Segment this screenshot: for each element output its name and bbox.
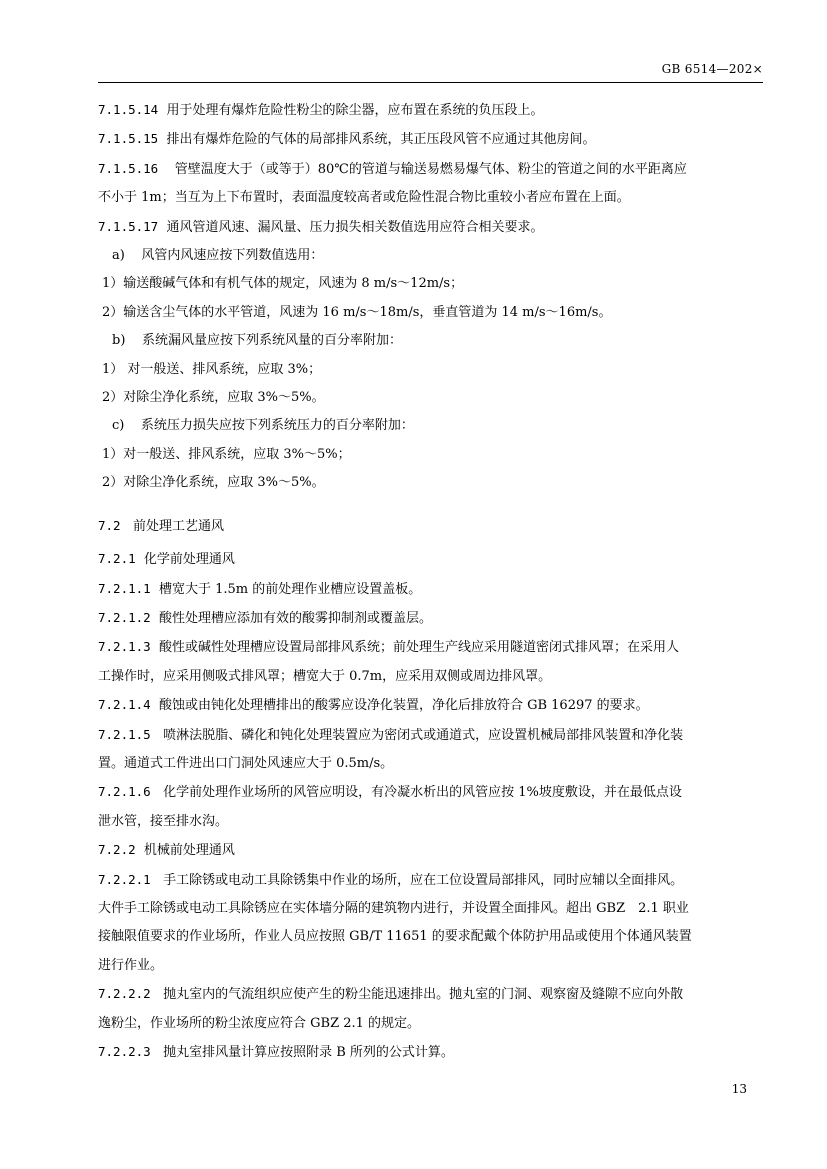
section-heading-7-2-2 <box>98 836 752 865</box>
clause-number: 7.1.5.16 <box>98 160 159 176</box>
clause-number: 7.2.2.2 <box>98 986 151 1002</box>
clause-number: 7.2.1.5 <box>98 726 151 742</box>
clause-text: 手工除锈或电动工具除锈集中作业的场所，应在工位设置局部排风，同时应辅以全面排风。 <box>163 872 684 888</box>
clause-text: 化学前处理作业场所的风管应明设，有冷凝水析出的风管应按 1%坡度敷设，并在最低点设 <box>163 785 682 801</box>
item-text: 系统压力损失应按下列系统压力的百分率附加： <box>140 418 414 434</box>
section-heading-7-2 <box>98 512 752 541</box>
clause-number: 7.1.5.14 <box>98 102 159 117</box>
clause-number: 7.2.1.6 <box>98 784 151 800</box>
clause-number: 7.1.5.17 <box>98 218 159 234</box>
clause-text: 排出有爆炸危险的气体的局部排风系统，其正压段风管不应通过其他房间。 <box>166 132 596 148</box>
clause-continuation: 逸粉尘，作业场所的粉尘浓度应符合 GBZ 2.1 的规定。 <box>98 1015 421 1031</box>
sub-item: 1）对一般送、排风系统，应取 3%～5%； <box>102 446 351 462</box>
section-heading-7-2-1 <box>98 545 752 574</box>
clause-number: 7.2.2.1 <box>98 871 151 887</box>
clause-continuation: 泄水管，接至排水沟。 <box>98 813 229 829</box>
clause-7-2-1-5 <box>98 721 752 750</box>
clause-text: 抛丸室排风量计算应按照附录 B 所列的公式计算。 <box>163 1045 454 1060</box>
clause-7-1-5-17 <box>98 213 752 242</box>
clause-number: 7.2.1.3 <box>98 639 151 655</box>
clause-7-1-5-16 <box>98 155 752 184</box>
item-marker: c) <box>112 418 125 434</box>
item-marker: b) <box>112 333 126 349</box>
clause-number: 7.2.1.4 <box>98 697 151 713</box>
clause-7-2-1-4 <box>98 691 752 720</box>
clause-7-1-5-14 <box>98 96 752 125</box>
clause-text: 抛丸室内的气流组织应使产生的粉尘能迅速排出。抛丸室的门洞、观察窗及缝隙不应向外散 <box>163 987 684 1003</box>
clause-number: 7.1.5.15 <box>98 131 159 147</box>
standard-header: GB 6514—202× <box>661 62 763 76</box>
clause-text: 通风管道风速、漏风量、压力损失相关数值选用应符合相关要求。 <box>166 219 544 235</box>
clause-text: 槽宽大于 1.5m 的前处理作业槽应设置盖板。 <box>158 581 422 597</box>
clause-continuation: 接触限值要求的作业场所，作业人员应按照 GB/T 11651 的要求配戴个体防护用品或使用个体通风装置 <box>98 929 692 945</box>
clause-continuation: 工操作时，应采用侧吸式排风罩；槽宽大于 0.7m，应采用双侧或周边排风罩。 <box>98 668 552 684</box>
clause-7-2-2-1 <box>98 866 752 895</box>
clause-7-2-1-2 <box>98 604 752 633</box>
list-item-b <box>98 327 752 355</box>
clause-7-2-2-3 <box>98 1038 752 1067</box>
clause-number: 7.2.2.3 <box>98 1044 151 1059</box>
clause-7-2-2-2 <box>98 980 752 1009</box>
sub-item: 1） 对一般送、排风系统，应取 3%； <box>102 361 322 377</box>
document-body <box>98 96 752 1067</box>
section-number: 7.2.2 <box>98 842 136 858</box>
sub-item: 1）输送酸碱气体和有机气体的规定，风速为 8 m/s～12m/s； <box>102 276 464 292</box>
header-rule <box>98 82 763 83</box>
section-title: 化学前处理通风 <box>143 552 235 568</box>
clause-7-2-1-1 <box>98 575 752 604</box>
clause-7-2-1-6 <box>98 778 752 807</box>
item-text: 风管内风速应按下列数值选用： <box>141 248 324 264</box>
clause-text: 酸蚀或由钝化处理槽排出的酸雾应设净化装置，净化后排放符合 GB 16297 的要求。 <box>158 698 649 714</box>
clause-number: 7.2.1.2 <box>98 609 151 625</box>
clause-7-2-1-3 <box>98 633 752 662</box>
clause-continuation: 进行作业。 <box>98 957 164 973</box>
clause-text: 酸性或碱性处理槽应设置局部排风系统；前处理生产线应采用隧道密闭式排风罩；在采用人 <box>158 640 679 656</box>
clause-text: 酸性处理槽应添加有效的酸雾抑制剂或覆盖层。 <box>158 610 432 626</box>
page-number: 13 <box>731 1082 747 1096</box>
section-title: 机械前处理通风 <box>143 843 235 859</box>
item-marker: a) <box>112 248 125 264</box>
section-number: 7.2.1 <box>98 551 136 567</box>
clause-continuation: 置。通道式工件进出口门洞处风速应大于 0.5m/s。 <box>98 755 394 771</box>
sub-item: 2）对除尘净化系统，应取 3%～5%。 <box>102 475 325 491</box>
section-title: 前处理工艺通风 <box>132 518 224 534</box>
clause-number: 7.2.1.1 <box>98 580 151 596</box>
clause-continuation: 不小于 1m；当互为上下布置时，表面温度较高者或危险性混合物比重较小者应布置在上面。 <box>98 190 630 206</box>
sub-item: 2）对除尘净化系统，应取 3%～5%。 <box>102 390 325 406</box>
list-item-c <box>98 412 752 440</box>
clause-text: 用于处理有爆炸危险性粉尘的除尘器，应布置在系统的负压段上。 <box>166 103 544 118</box>
list-item-a <box>98 242 752 270</box>
clause-continuation: 大件手工除锈或电动工具除锈应在实体墙分隔的建筑物内进行，并设置全面排风。超出 GBZ 2.1 职业 <box>98 900 689 916</box>
sub-item: 2）输送含尘气体的水平管道，风速为 16 m/s～18m/s，垂直管道为 14 m/s～16m/s。 <box>102 304 612 320</box>
clause-text: 喷淋法脱脂、磷化和钝化处理装置应为密闭式或通道式，应设置机械局部排风装置和净化装 <box>163 727 684 743</box>
section-number: 7.2 <box>98 517 121 533</box>
clause-7-1-5-15 <box>98 125 752 154</box>
item-text: 系统漏风量应按下列系统风量的百分率附加： <box>141 333 402 349</box>
clause-text: 管壁温度大于（或等于）80℃的管道与输送易燃易爆气体、粉尘的管道之间的水平距离应 <box>174 161 687 177</box>
